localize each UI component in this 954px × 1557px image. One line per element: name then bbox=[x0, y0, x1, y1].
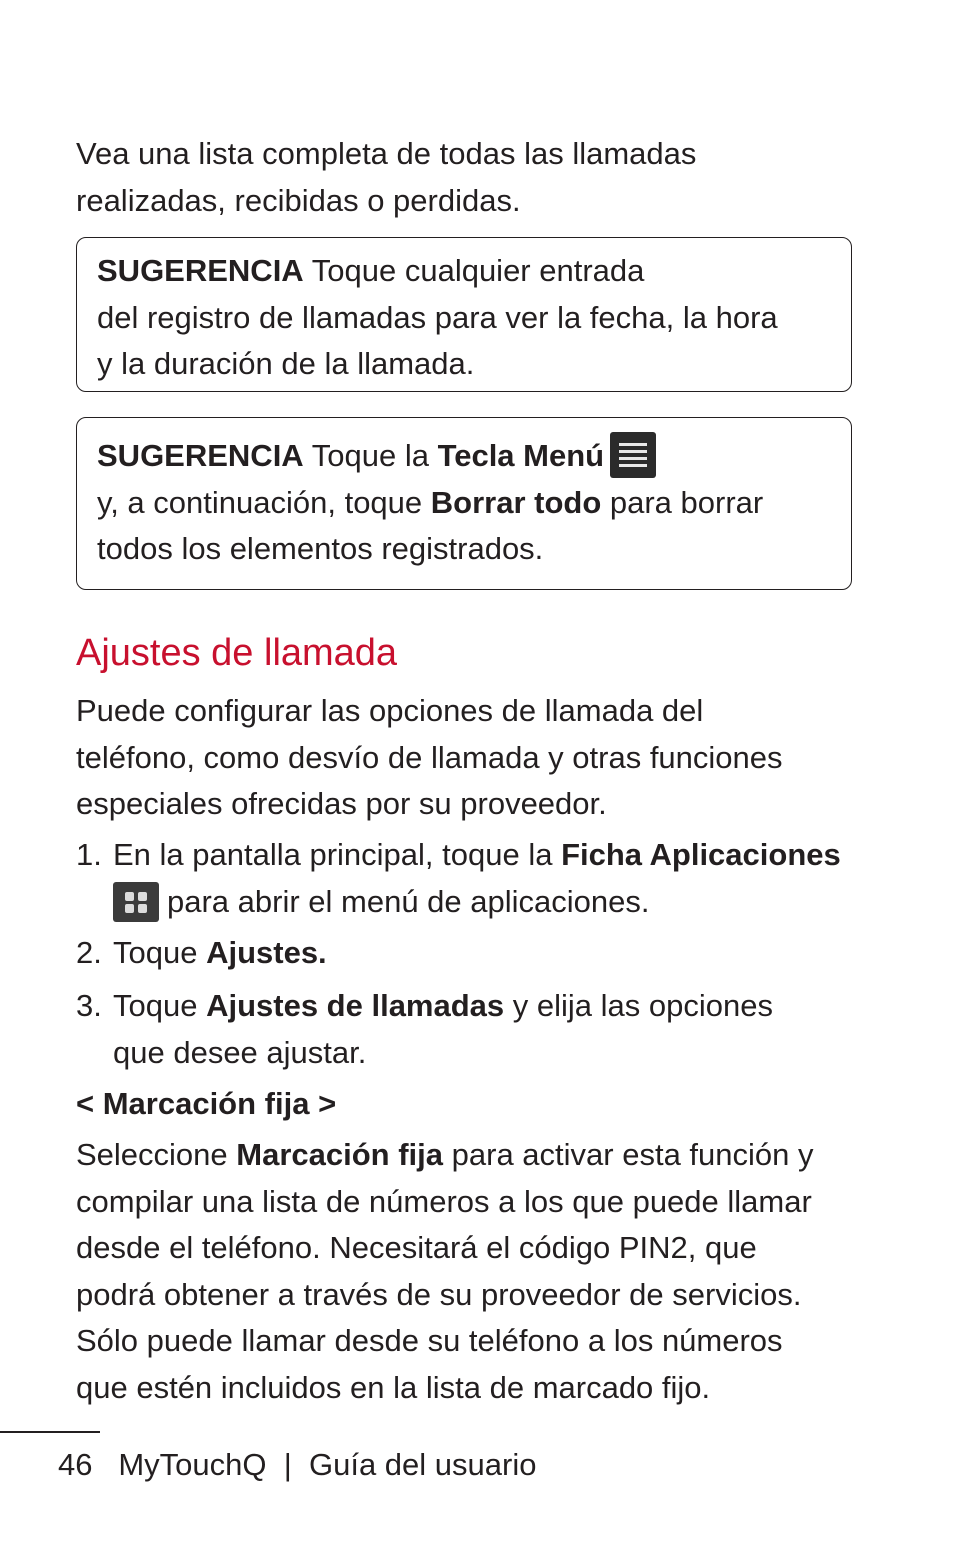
page-number: 46 bbox=[58, 1447, 93, 1482]
step-line bbox=[113, 879, 873, 926]
footer-title: MyTouchQ | Guía del usuario bbox=[92, 1447, 537, 1482]
tip-line bbox=[97, 248, 831, 295]
step-line bbox=[113, 930, 873, 977]
tip-line bbox=[97, 432, 831, 480]
fixed-dialing-heading: < Marcación fija > bbox=[76, 1086, 337, 1121]
section-paragraph bbox=[76, 688, 866, 828]
paragraph-line: Sólo puede llamar desde su teléfono a los números bbox=[76, 1323, 783, 1358]
list-item bbox=[76, 930, 866, 977]
paragraph-line: Puede configurar las opciones de llamada del bbox=[76, 693, 704, 728]
step-number: 1. bbox=[76, 837, 102, 872]
step-line: que desee ajustar. bbox=[113, 1034, 367, 1070]
tip-text: y, a continuación, toque bbox=[97, 484, 431, 520]
step-text: Toque bbox=[113, 935, 207, 970]
tip-text: Toque cualquier entrada bbox=[303, 253, 645, 288]
paragraph-line bbox=[76, 1132, 866, 1179]
step-body bbox=[113, 983, 873, 1076]
intro-paragraph bbox=[76, 131, 866, 224]
tip-line: todos los elementos registrados. bbox=[97, 531, 544, 566]
footer-divider bbox=[0, 1431, 100, 1433]
intro-line: realizadas, recibidas o perdidas. bbox=[76, 182, 521, 218]
list-item bbox=[76, 832, 866, 927]
step-body bbox=[113, 832, 873, 925]
tip-box-history bbox=[76, 237, 852, 392]
page-footer bbox=[58, 1442, 536, 1488]
tip-line bbox=[97, 480, 831, 527]
tip-label: SUGERENCIA bbox=[97, 438, 304, 473]
clear-all-label: Borrar todo bbox=[430, 484, 602, 520]
tip-line: y la duración de la llamada. bbox=[97, 346, 475, 381]
fixed-dialing-label: Marcación fija bbox=[236, 1137, 444, 1172]
list-item bbox=[76, 983, 866, 1078]
paragraph-line: compilar una lista de números a los que puede llamar bbox=[76, 1183, 812, 1219]
step-text: Toque bbox=[113, 988, 207, 1023]
paragraph-text: Seleccione bbox=[76, 1137, 237, 1172]
fixed-dialing-paragraph bbox=[76, 1132, 866, 1411]
apps-tab-label: Ficha Aplicaciones bbox=[561, 837, 841, 872]
step-text: y elija las opciones bbox=[504, 988, 773, 1023]
paragraph-text: para activar esta función y bbox=[443, 1137, 814, 1172]
tip-text: Toque la bbox=[303, 438, 438, 473]
step-number: 3. bbox=[76, 988, 102, 1023]
tip-box-clear-all bbox=[76, 417, 852, 590]
apps-grid-icon bbox=[113, 882, 159, 922]
menu-key-label: Tecla Menú bbox=[437, 438, 605, 473]
call-settings-label: Ajustes de llamadas bbox=[206, 988, 505, 1023]
step-body bbox=[113, 930, 873, 977]
step-line bbox=[113, 832, 873, 879]
step-text: para abrir el menú de aplicaciones. bbox=[167, 883, 650, 919]
step-text: En la pantalla principal, toque la bbox=[113, 837, 562, 872]
intro-line: Vea una lista completa de todas las llamadas bbox=[76, 136, 697, 171]
settings-label: Ajustes. bbox=[206, 935, 327, 970]
paragraph-line: podrá obtener a través de su proveedor de servicios. bbox=[76, 1276, 802, 1312]
tip-text: para borrar bbox=[601, 484, 764, 520]
step-line bbox=[113, 983, 873, 1030]
step-number: 2. bbox=[76, 935, 102, 970]
menu-icon bbox=[610, 432, 656, 478]
tip-label: SUGERENCIA bbox=[97, 253, 304, 288]
section-title: Ajustes de llamada bbox=[76, 632, 398, 674]
paragraph-line: especiales ofrecidas por su proveedor. bbox=[76, 786, 607, 821]
paragraph-line: desde el teléfono. Necesitará el código PIN2, que bbox=[76, 1230, 757, 1265]
tip-line: del registro de llamadas para ver la fecha, la hora bbox=[97, 299, 778, 335]
paragraph-line: que estén incluidos en la lista de marcado fijo. bbox=[76, 1369, 711, 1405]
paragraph-line: teléfono, como desvío de llamada y otras funciones bbox=[76, 739, 783, 775]
